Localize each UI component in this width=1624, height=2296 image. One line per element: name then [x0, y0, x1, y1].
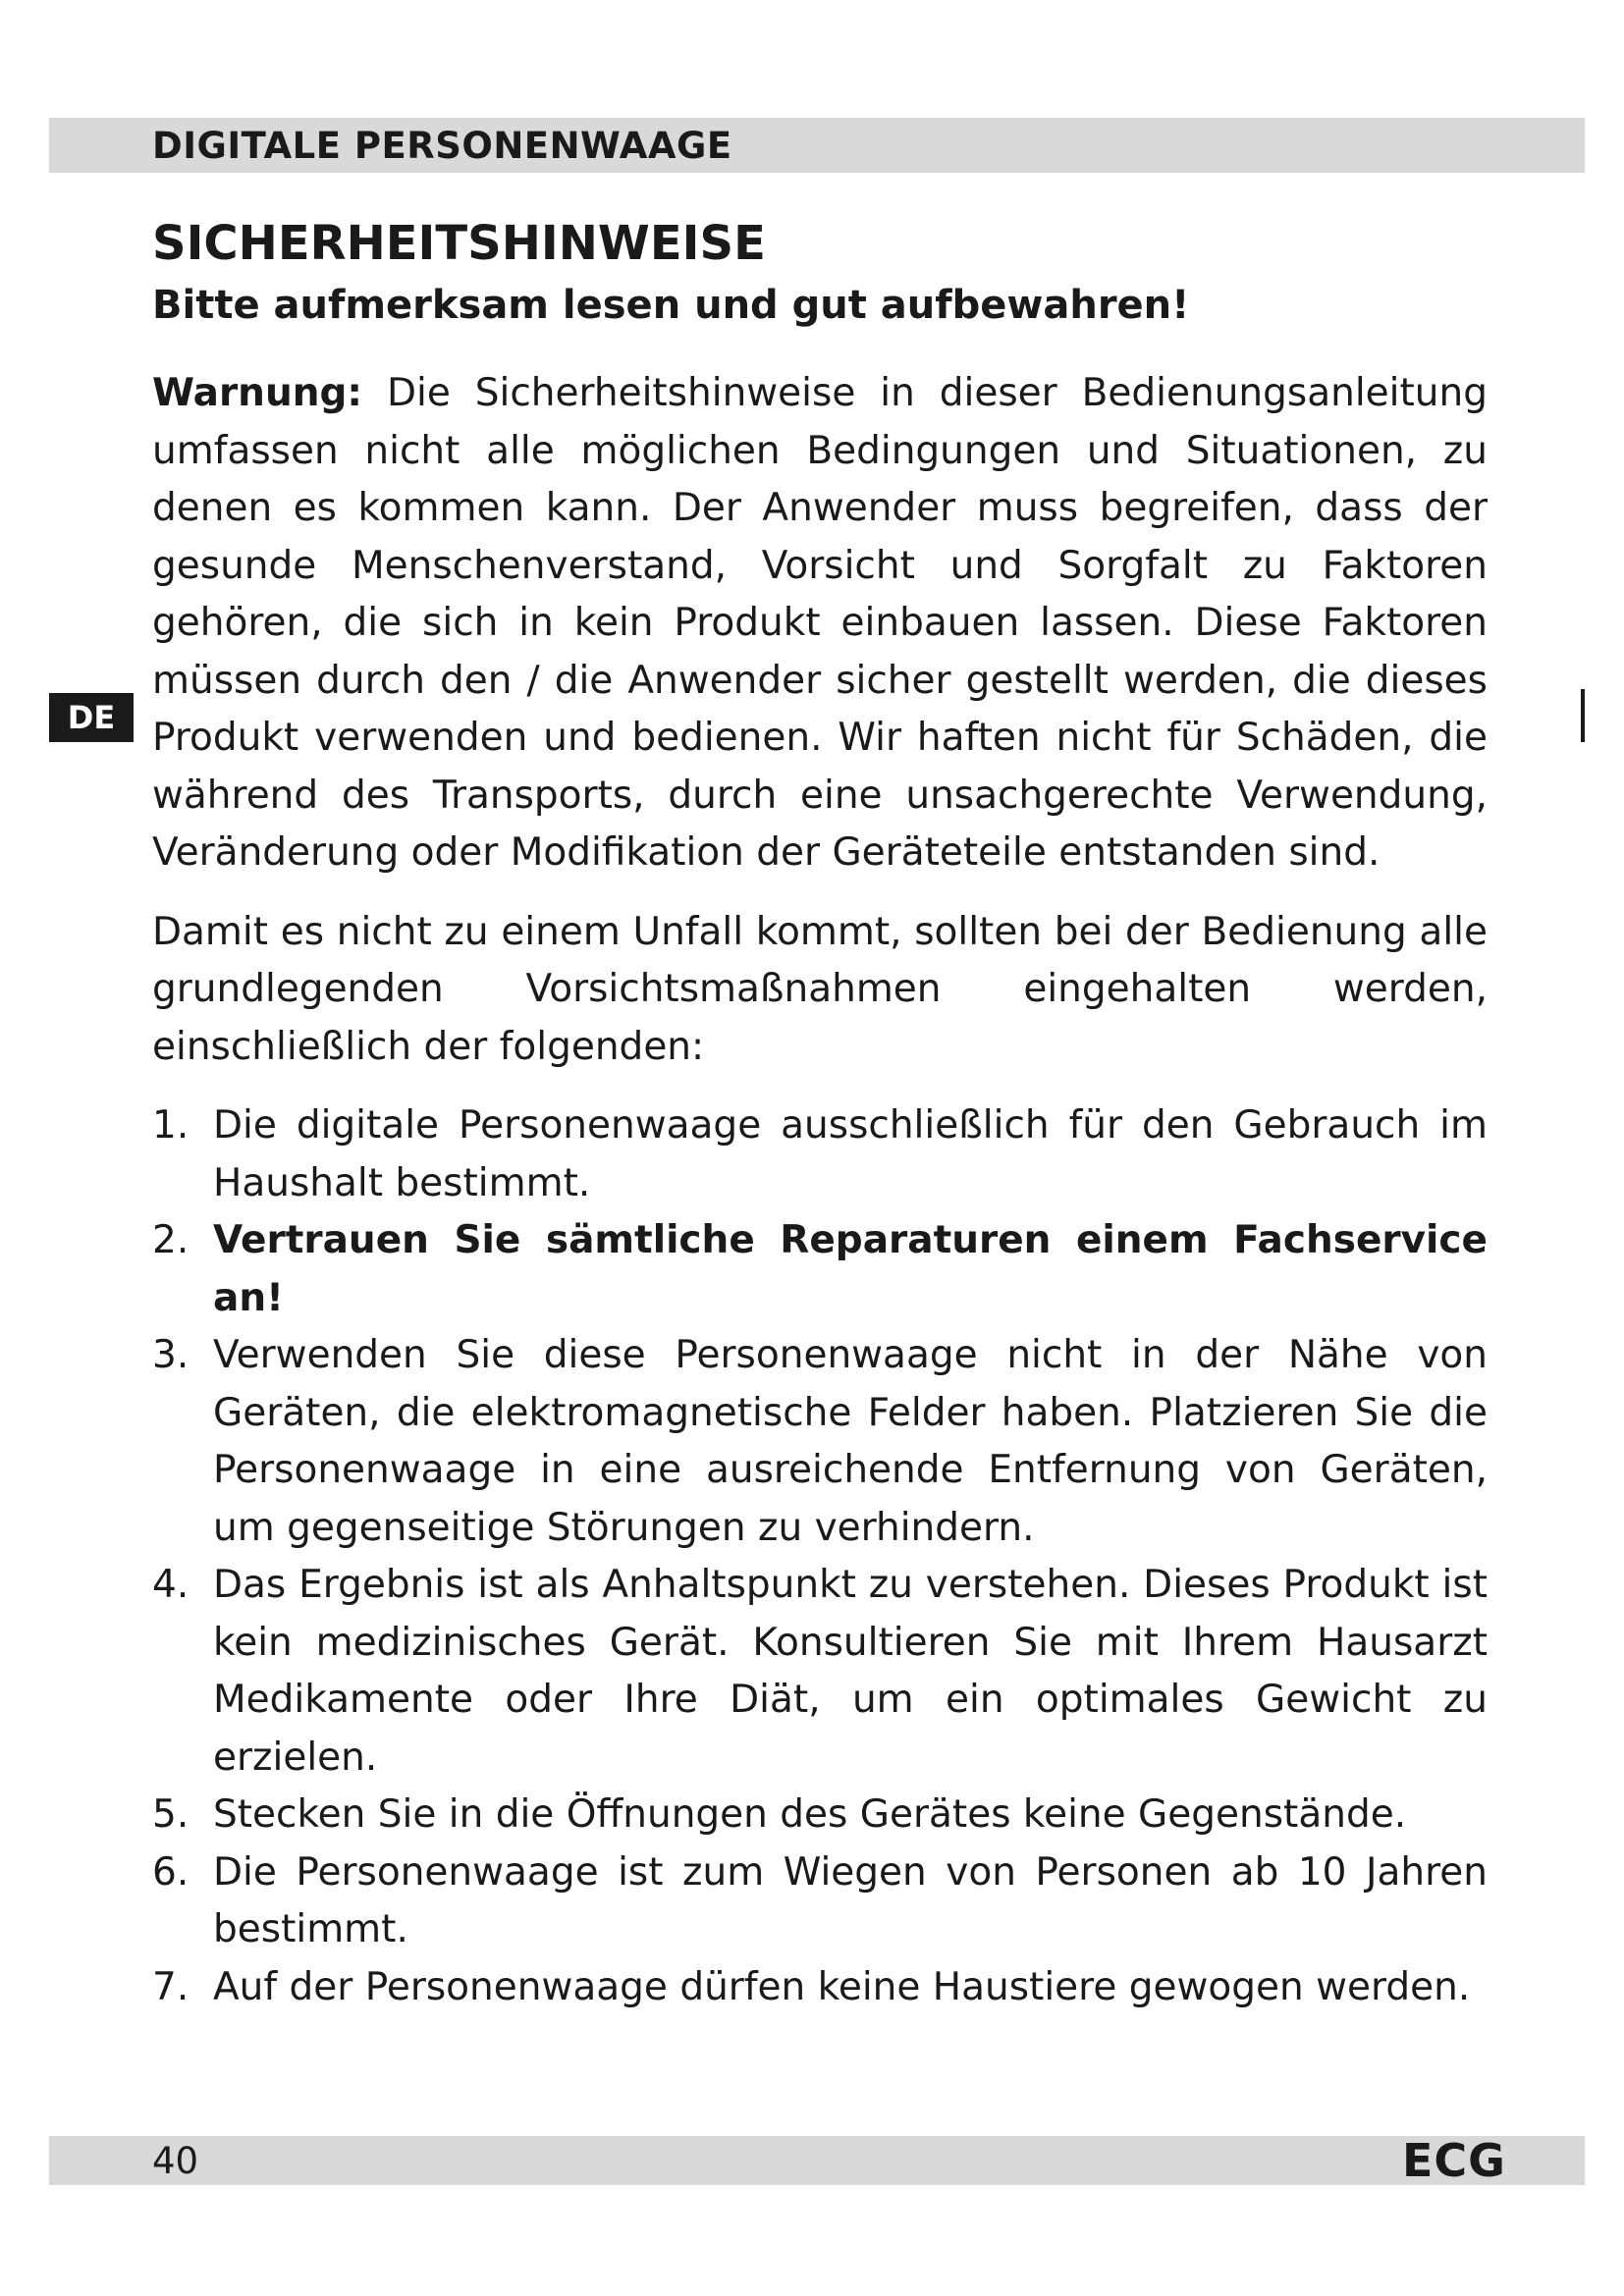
list-item [152, 1212, 1488, 1327]
list-item [152, 1327, 1488, 1557]
list-item [152, 1787, 1488, 1844]
list-item-number: 5. [152, 1792, 189, 1837]
list-item [152, 1959, 1488, 2017]
brand-logo: ECG [1402, 2134, 1506, 2187]
page-number: 40 [152, 2140, 199, 2182]
warning-label: Warnung: [152, 371, 362, 415]
list-item [152, 1844, 1488, 1959]
list-item-number: 2. [152, 1218, 189, 1262]
margin-marker [1581, 689, 1585, 742]
list-item-text: Stecken Sie in die Öffnungen des Gerätes keine Gegenstände. [213, 1792, 1407, 1837]
list-item-number: 3. [152, 1333, 189, 1377]
list-item-number: 7. [152, 1964, 189, 2009]
list-item [152, 1557, 1488, 1787]
list-item-number: 4. [152, 1563, 189, 1607]
warning-paragraph [152, 365, 1488, 882]
document-title: DIGITALE PERSONENWAAGE [152, 125, 732, 167]
list-item-number: 1. [152, 1103, 189, 1148]
section-title: SICHERHEITSHINWEISE [152, 216, 766, 271]
list-item-text: Verwenden Sie diese Personenwaage nicht in der Nähe von Geräten, die elektromagnetische Felder haben. Platzieren Sie die Personenwaage in eine ausreichende Entfernung von Geräten, um gegenseitige Störungen zu verhindern. [213, 1333, 1488, 1550]
main-content [152, 365, 1488, 2016]
list-item-number: 6. [152, 1849, 189, 1895]
list-item-text: Vertrauen Sie sämtliche Reparaturen einem Fachservice an! [213, 1218, 1488, 1320]
list-item-text: Die digitale Personenwaage ausschließlich für den Gebrauch im Haushalt bestimmt. [213, 1103, 1488, 1205]
footer-bar [49, 2136, 1585, 2185]
list-item [152, 1097, 1488, 1212]
list-item-text: Auf der Personenwaage dürfen keine Haustiere gewogen werden. [213, 1964, 1471, 2009]
intro-paragraph: Damit es nicht zu einem Unfall kommt, sollten bei der Bedienung alle grundlegenden Vorsichtsmaßnahmen eingehalten werden, einschließlich der folgenden: [152, 909, 1488, 1069]
list-item-text: Die Personenwaage ist zum Wiegen von Personen ab 10 Jahren bestimmt. [213, 1849, 1488, 1951]
header-bar [49, 118, 1585, 173]
language-tab: DE [49, 693, 134, 742]
safety-list [152, 1097, 1488, 2016]
warning-text: Die Sicherheitshinweise in dieser Bedienungsanleitung umfassen nicht alle möglichen Bedingungen und Situationen, zu denen es kommen kann. Der Anwender muss begreifen, dass der gesunde Menschenverstand, Vorsicht und Sorgfalt zu Faktoren gehören, die sich in kein Produkt einbauen lassen. Diese Faktoren müssen durch den / die Anwender sicher gestellt werden, die dieses Produkt verwenden und bedienen. Wir haften nicht für Schäden, die während des Transports, durch eine unsachgerechte Verwendung, Veränderung oder Modifikation der Geräteteile entstanden sind. [152, 371, 1488, 875]
list-item-text: Das Ergebnis ist als Anhaltspunkt zu verstehen. Dieses Produkt ist kein medizinisches Gerät. Konsultieren Sie mit Ihrem Hausarzt Medikamente oder Ihre Diät, um ein optimales Gewicht zu erzielen. [213, 1563, 1488, 1780]
section-subtitle: Bitte aufmerksam lesen und gut aufbewahren! [152, 283, 1190, 328]
